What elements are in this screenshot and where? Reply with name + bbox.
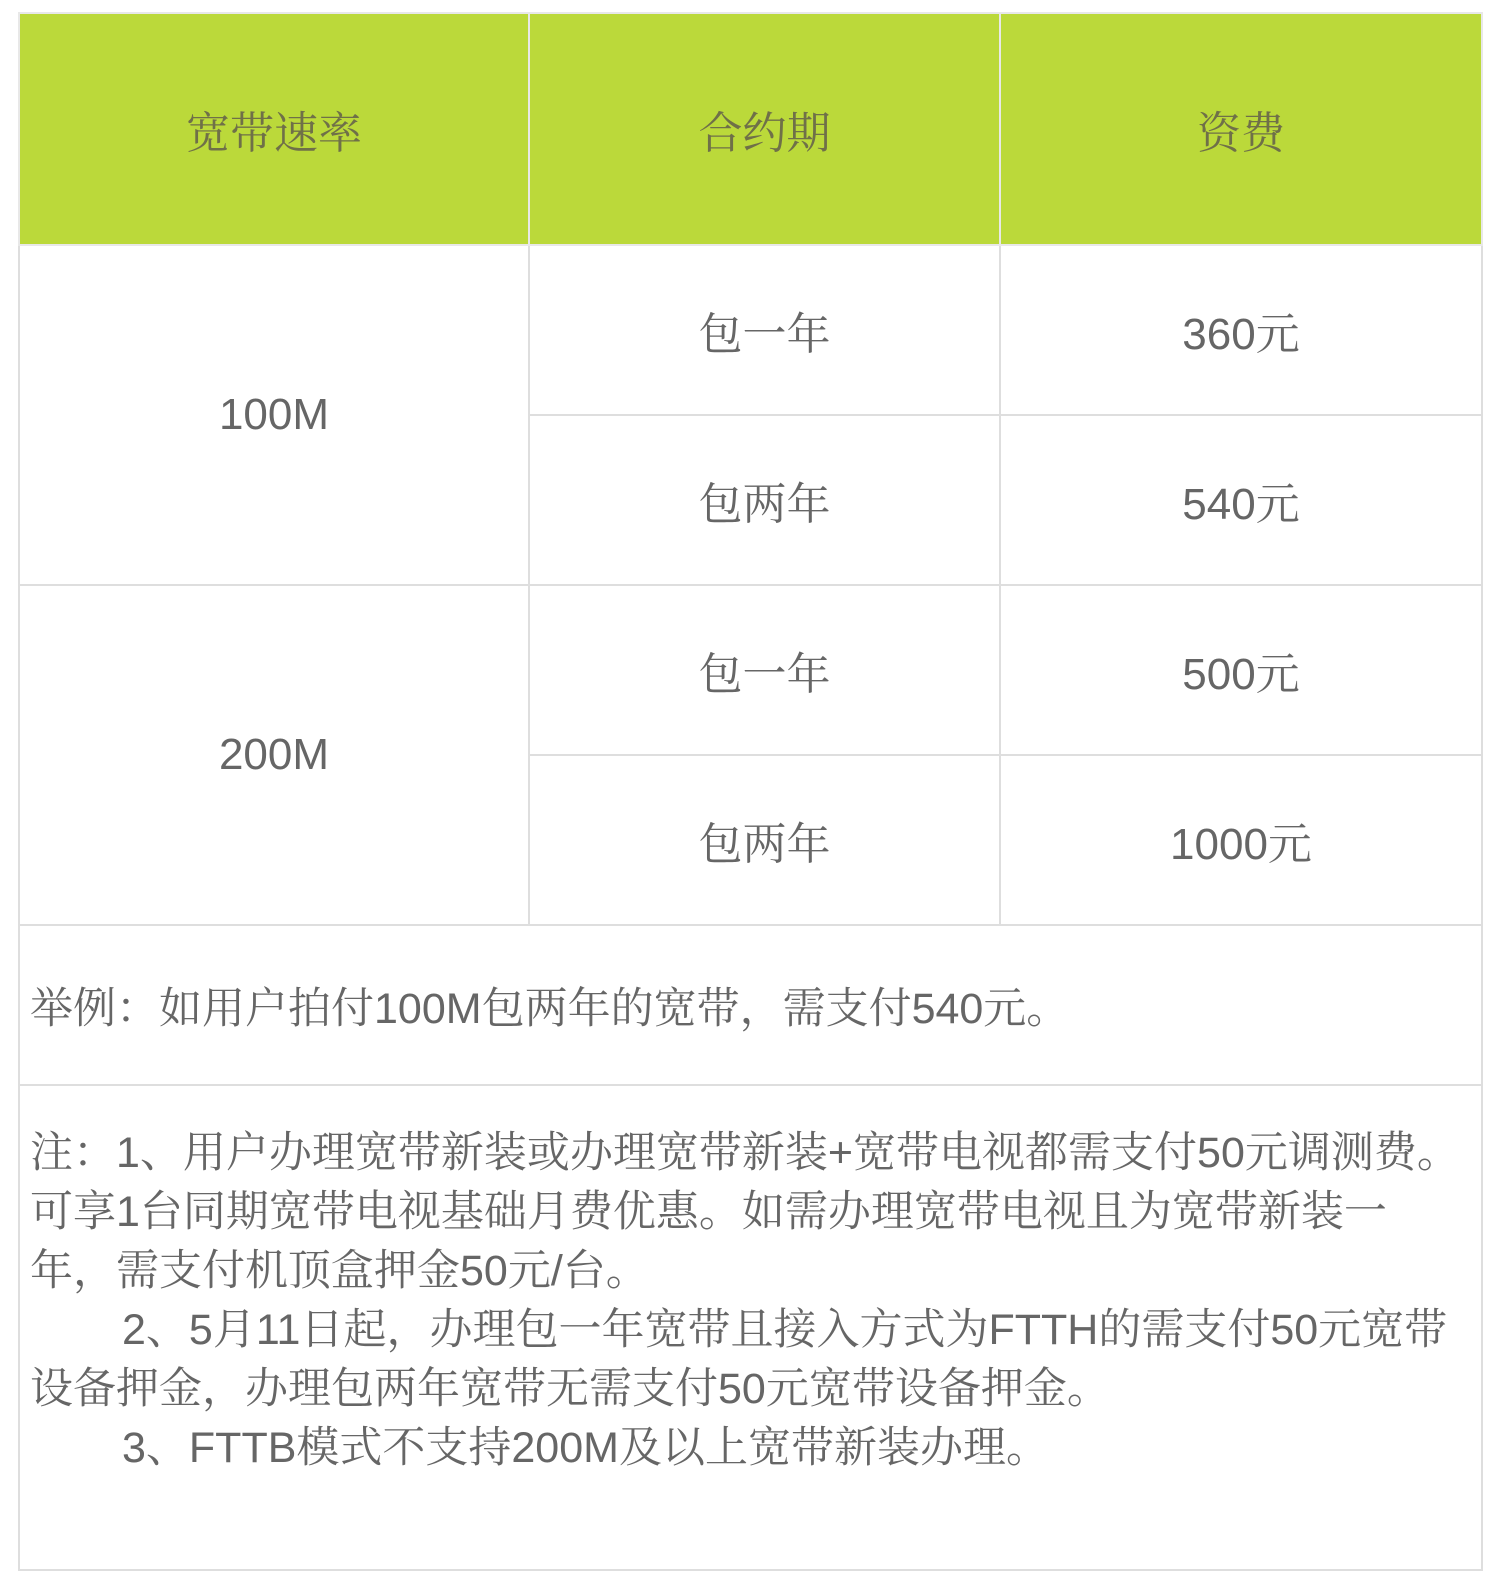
speed-cell-100m: 100M: [19, 245, 529, 585]
note-2: 2、5月11日起，办理包一年宽带且接入方式为FTTH的需支付50元宽带设备押金，办理包两年宽带无需支付50元宽带设备押金。: [30, 1306, 1448, 1413]
price-cell: 360元: [1000, 245, 1482, 415]
table-row: [19, 245, 1482, 415]
notes-row: [19, 1085, 1482, 1570]
term-cell: 包一年: [529, 245, 1000, 415]
price-cell: 540元: [1000, 415, 1482, 585]
header-term: 合约期: [529, 13, 1000, 245]
header-price: 资费: [1000, 13, 1482, 245]
table-row: [19, 585, 1482, 755]
term-cell: 包两年: [529, 755, 1000, 925]
header-speed: 宽带速率: [19, 13, 529, 245]
example-text: 举例：如用户拍付100M包两年的宽带，需支付540元。: [19, 925, 1482, 1085]
note-3: 3、FTTB模式不支持200M及以上宽带新装办理。: [122, 1424, 1049, 1472]
example-row: [19, 925, 1482, 1085]
table-header-row: [19, 13, 1482, 245]
notes-cell: [19, 1085, 1482, 1570]
term-cell: 包一年: [529, 585, 1000, 755]
broadband-pricing-table: [18, 12, 1483, 1571]
term-cell: 包两年: [529, 415, 1000, 585]
note-1: 注：1、用户办理宽带新装或办理宽带新装+宽带电视都需支付50元调测费。可享1台同期宽带电视基础月费优惠。如需办理宽带电视且为宽带新装一年，需支付机顶盒押金50元/台。: [30, 1129, 1460, 1295]
speed-cell-200m: 200M: [19, 585, 529, 925]
price-cell: 500元: [1000, 585, 1482, 755]
price-cell: 1000元: [1000, 755, 1482, 925]
